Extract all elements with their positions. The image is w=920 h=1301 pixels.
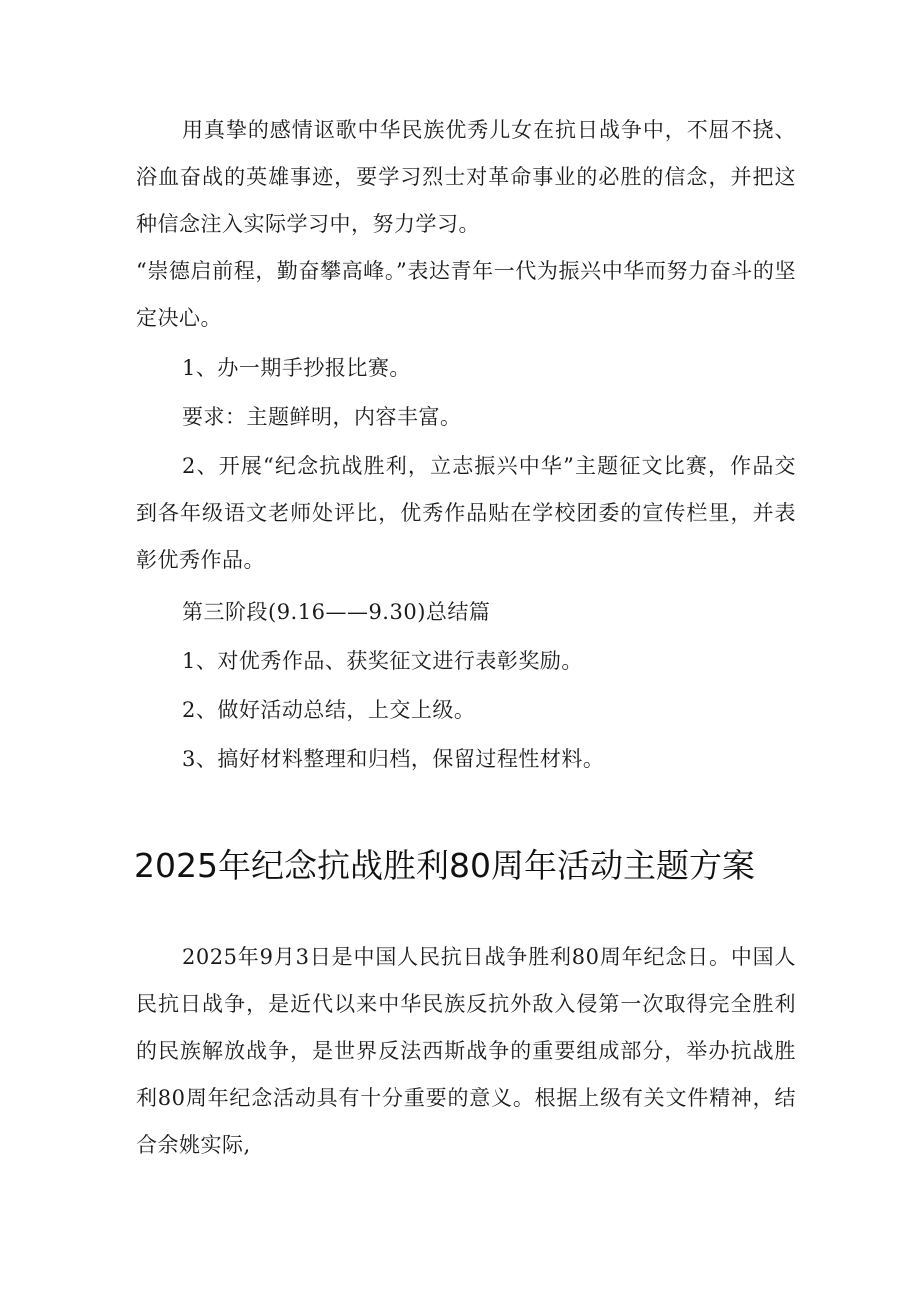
- list-item-awards: 1、对优秀作品、获奖征文进行表彰奖励。: [182, 649, 583, 673]
- paragraph-requirements: 要求：主题鲜明，内容丰富。: [182, 405, 462, 429]
- list-item-summary: 2、做好活动总结，上交上级。: [182, 698, 476, 722]
- stage-three-heading: 第三阶段(9.16——9.30)总结篇: [182, 600, 491, 624]
- list-item-essay-contest: 2、开展“纪念抗战胜利，立志振兴中华”主题征文比赛，作品交到各年级语文老师处评比，优秀作品贴在学校团委的宣传栏里，并表彰优秀作品。: [136, 454, 796, 572]
- list-item-archiving: 3、搞好材料整理和归档，保留过程性材料。: [182, 747, 605, 771]
- paragraph-intro: 2025年9月3日是中国人民抗日战争胜利80周年纪念日。中国人民抗日战争，是近代以来中华民族反抗外敌入侵第一次取得完全胜利的民族解放战争，是世界反法西斯战争的重要组成部分，举办抗战胜利80周年纪念活动具有十分重要的意义。根据上级有关文件精神，结合余姚实际,: [136, 945, 796, 1157]
- list-item-handwritten-newspaper: 1、办一期手抄报比赛。: [182, 356, 411, 380]
- section-title: 2025年纪念抗战胜利80周年活动主题方案: [134, 846, 755, 885]
- paragraph-slogan: “崇德启前程，勤奋攀高峰。”表达青年一代为振兴中华而努力奋斗的坚定决心。: [136, 259, 796, 330]
- paragraph-heroes: 用真挚的感情讴歌中华民族优秀儿女在抗日战争中，不屈不挠、浴血奋战的英雄事迹，要学习烈士对革命事业的必胜的信念，并把这种信念注入实际学习中，努力学习。: [136, 118, 796, 236]
